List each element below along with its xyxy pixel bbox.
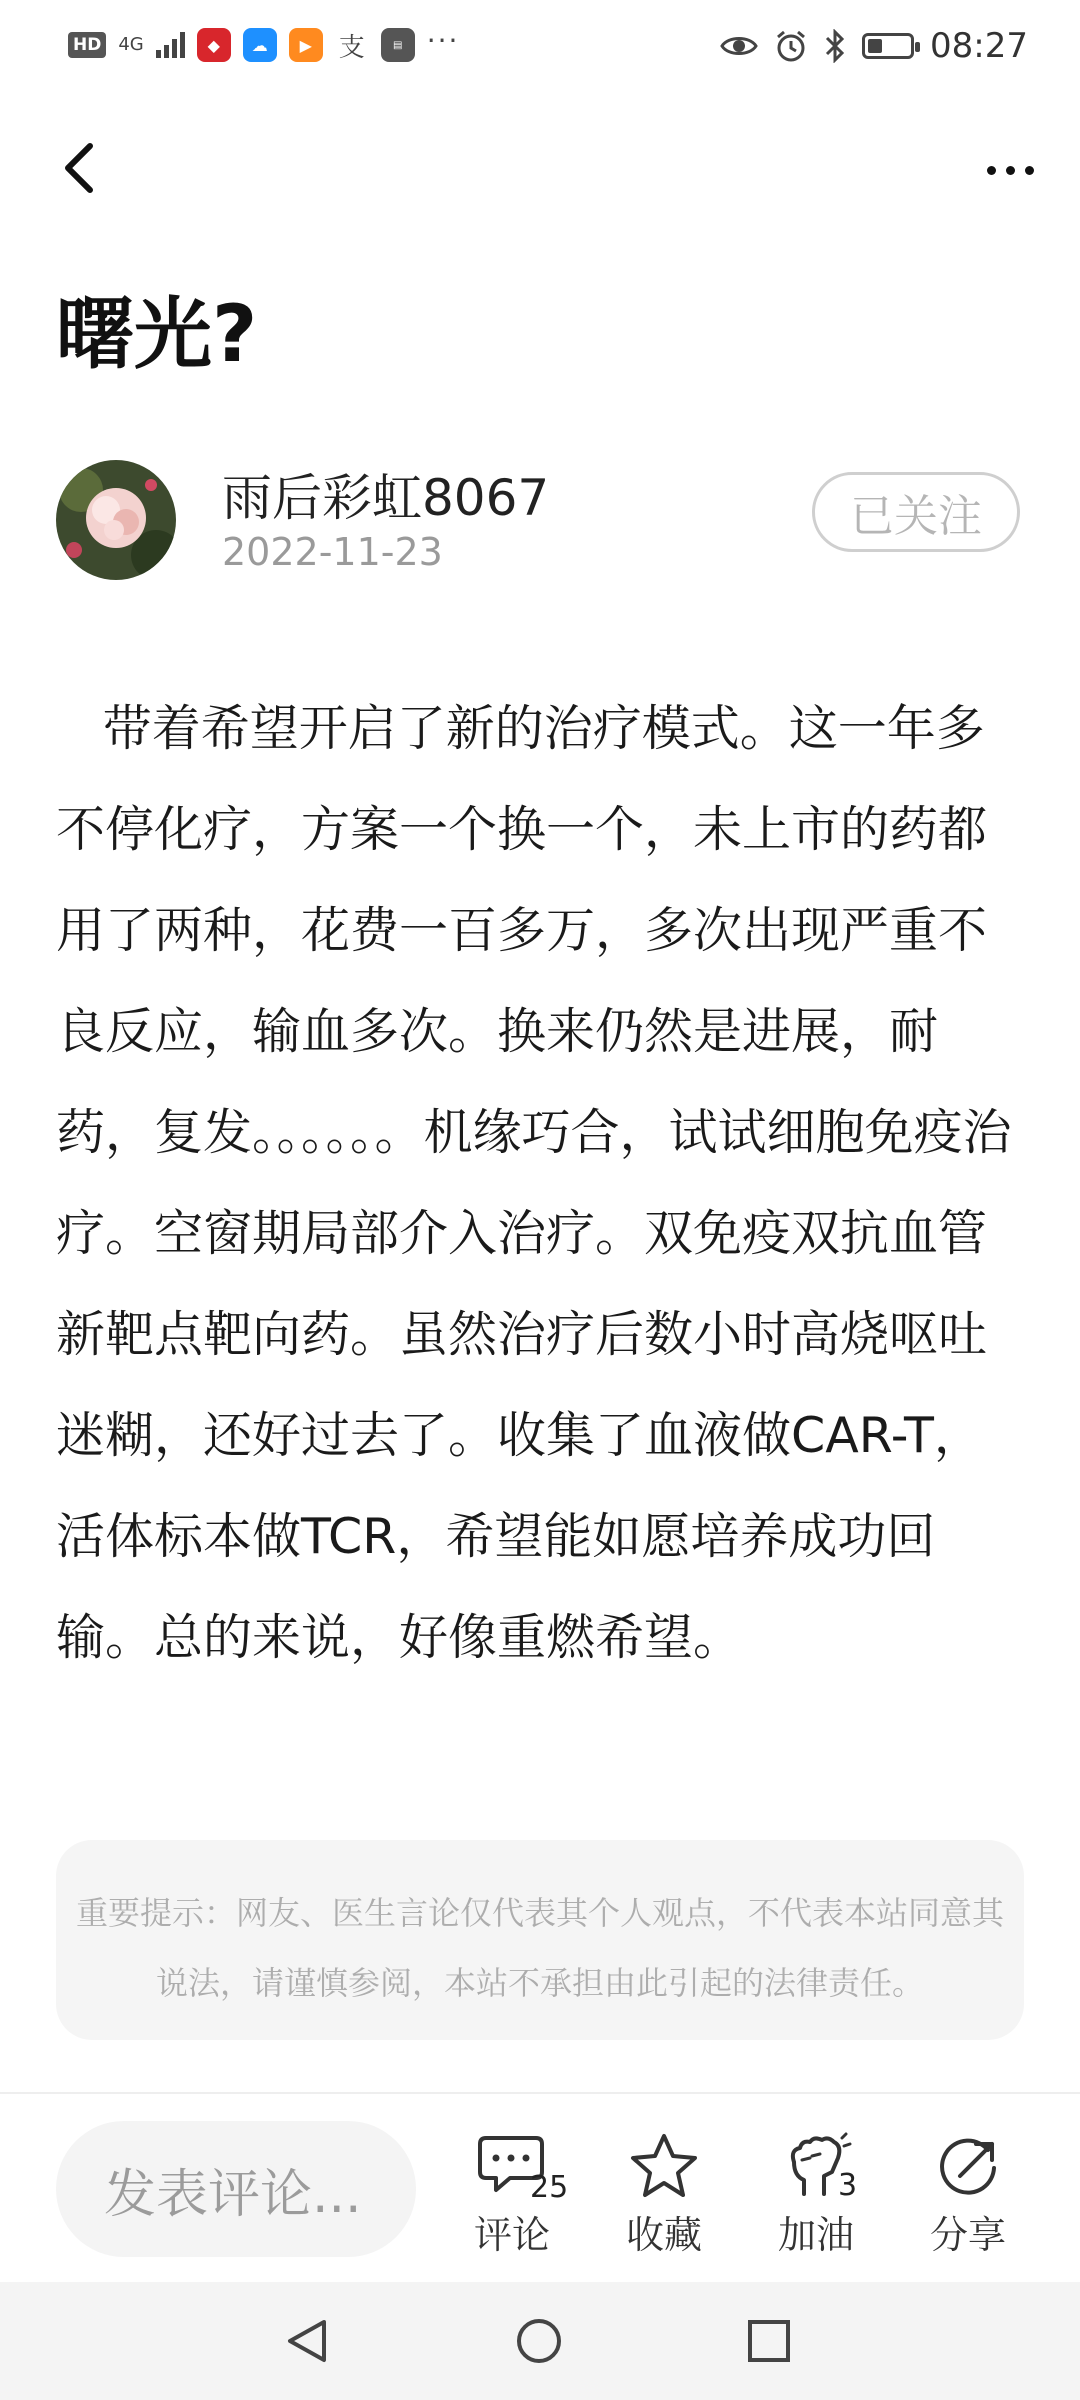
bottom-action-bar (0, 2092, 1080, 2284)
status-bar (0, 0, 1080, 95)
avatar-image (56, 460, 176, 580)
disclaimer-notice (56, 1840, 1024, 2040)
video-app-icon: ▶ (289, 28, 323, 62)
disclaimer-text: 重要提示：网友、医生言论仅代表其个人观点，不代表本站同意其说法，请谨慎参阅，本站不承担由此引起的法律责任。 (76, 1894, 1005, 2002)
star-icon (628, 2132, 700, 2198)
share-icon (932, 2132, 1004, 2198)
back-button[interactable] (56, 138, 108, 198)
more-notifications-icon: ··· (426, 23, 460, 57)
more-options-button[interactable] (980, 150, 1040, 190)
system-nav-bar (0, 2282, 1080, 2400)
alipay-icon: 支 (335, 28, 369, 62)
share-button[interactable] (908, 2132, 1028, 2259)
chevron-left-icon (56, 138, 108, 198)
favorite-label: 收藏 (625, 2213, 702, 2257)
cheer-button[interactable] (756, 2132, 876, 2259)
cheer-label: 加油 (777, 2213, 854, 2257)
author-name[interactable]: 雨后彩虹8067 (222, 469, 550, 527)
weather-app-icon: ☁ (243, 28, 277, 62)
status-right (720, 26, 1028, 66)
status-left (68, 23, 460, 63)
signal-icon (156, 32, 185, 58)
nav-recents-icon[interactable] (744, 2316, 794, 2366)
comment-input[interactable] (56, 2121, 416, 2257)
battery-icon (862, 33, 914, 59)
post-date: 2022-11-23 (222, 530, 443, 574)
huawei-app-icon: ▤ (381, 28, 415, 62)
page-title: 曙光? (56, 290, 258, 380)
share-label: 分享 (929, 2213, 1006, 2257)
comments-button[interactable] (452, 2132, 572, 2259)
comment-placeholder: 发表评论... (104, 2164, 362, 2225)
network-type: 4G (118, 34, 144, 55)
battery-level (868, 39, 882, 53)
eye-icon (720, 33, 758, 59)
more-dot (1006, 166, 1015, 175)
alarm-icon (774, 29, 808, 63)
nav-home-icon[interactable] (514, 2316, 564, 2366)
article-body-text: 带着希望开启了新的治疗模式。这一年多不停化疗，方案一个换一个，未上市的药都用了两种，花费一百多万，多次出现严重不良反应，输血多次。换来仍然是进展，耐药，复发。。。。。。机缘巧合，试试细胞免疫治疗。空窗期局部介入治疗。双免疫双抗血管新靶点靶向药。虽然治疗后数小时高烧呕吐迷糊，还好过去了。收集了血液做CAR-T，活体标本做TCR，希望能如愿培养成功回输。总的来说，好像重燃希望。 (56, 700, 1012, 1666)
more-dot (1025, 166, 1034, 175)
cheer-count: 3 (838, 2168, 858, 2203)
avatar[interactable] (56, 460, 176, 580)
favorite-button[interactable] (604, 2132, 724, 2259)
follow-button[interactable]: 已关注 (812, 472, 1020, 552)
clock: 08:27 (930, 26, 1028, 66)
more-dot (987, 166, 996, 175)
comments-count: 25 (530, 2170, 569, 2205)
bluetooth-icon (824, 29, 846, 63)
nav-back-icon[interactable] (282, 2316, 332, 2366)
news-app-icon: ◆ (197, 28, 231, 62)
article-body (56, 678, 1024, 1688)
comments-label: 评论 (473, 2213, 550, 2257)
hd-badge: HD (68, 32, 106, 58)
body-indent (56, 700, 103, 757)
